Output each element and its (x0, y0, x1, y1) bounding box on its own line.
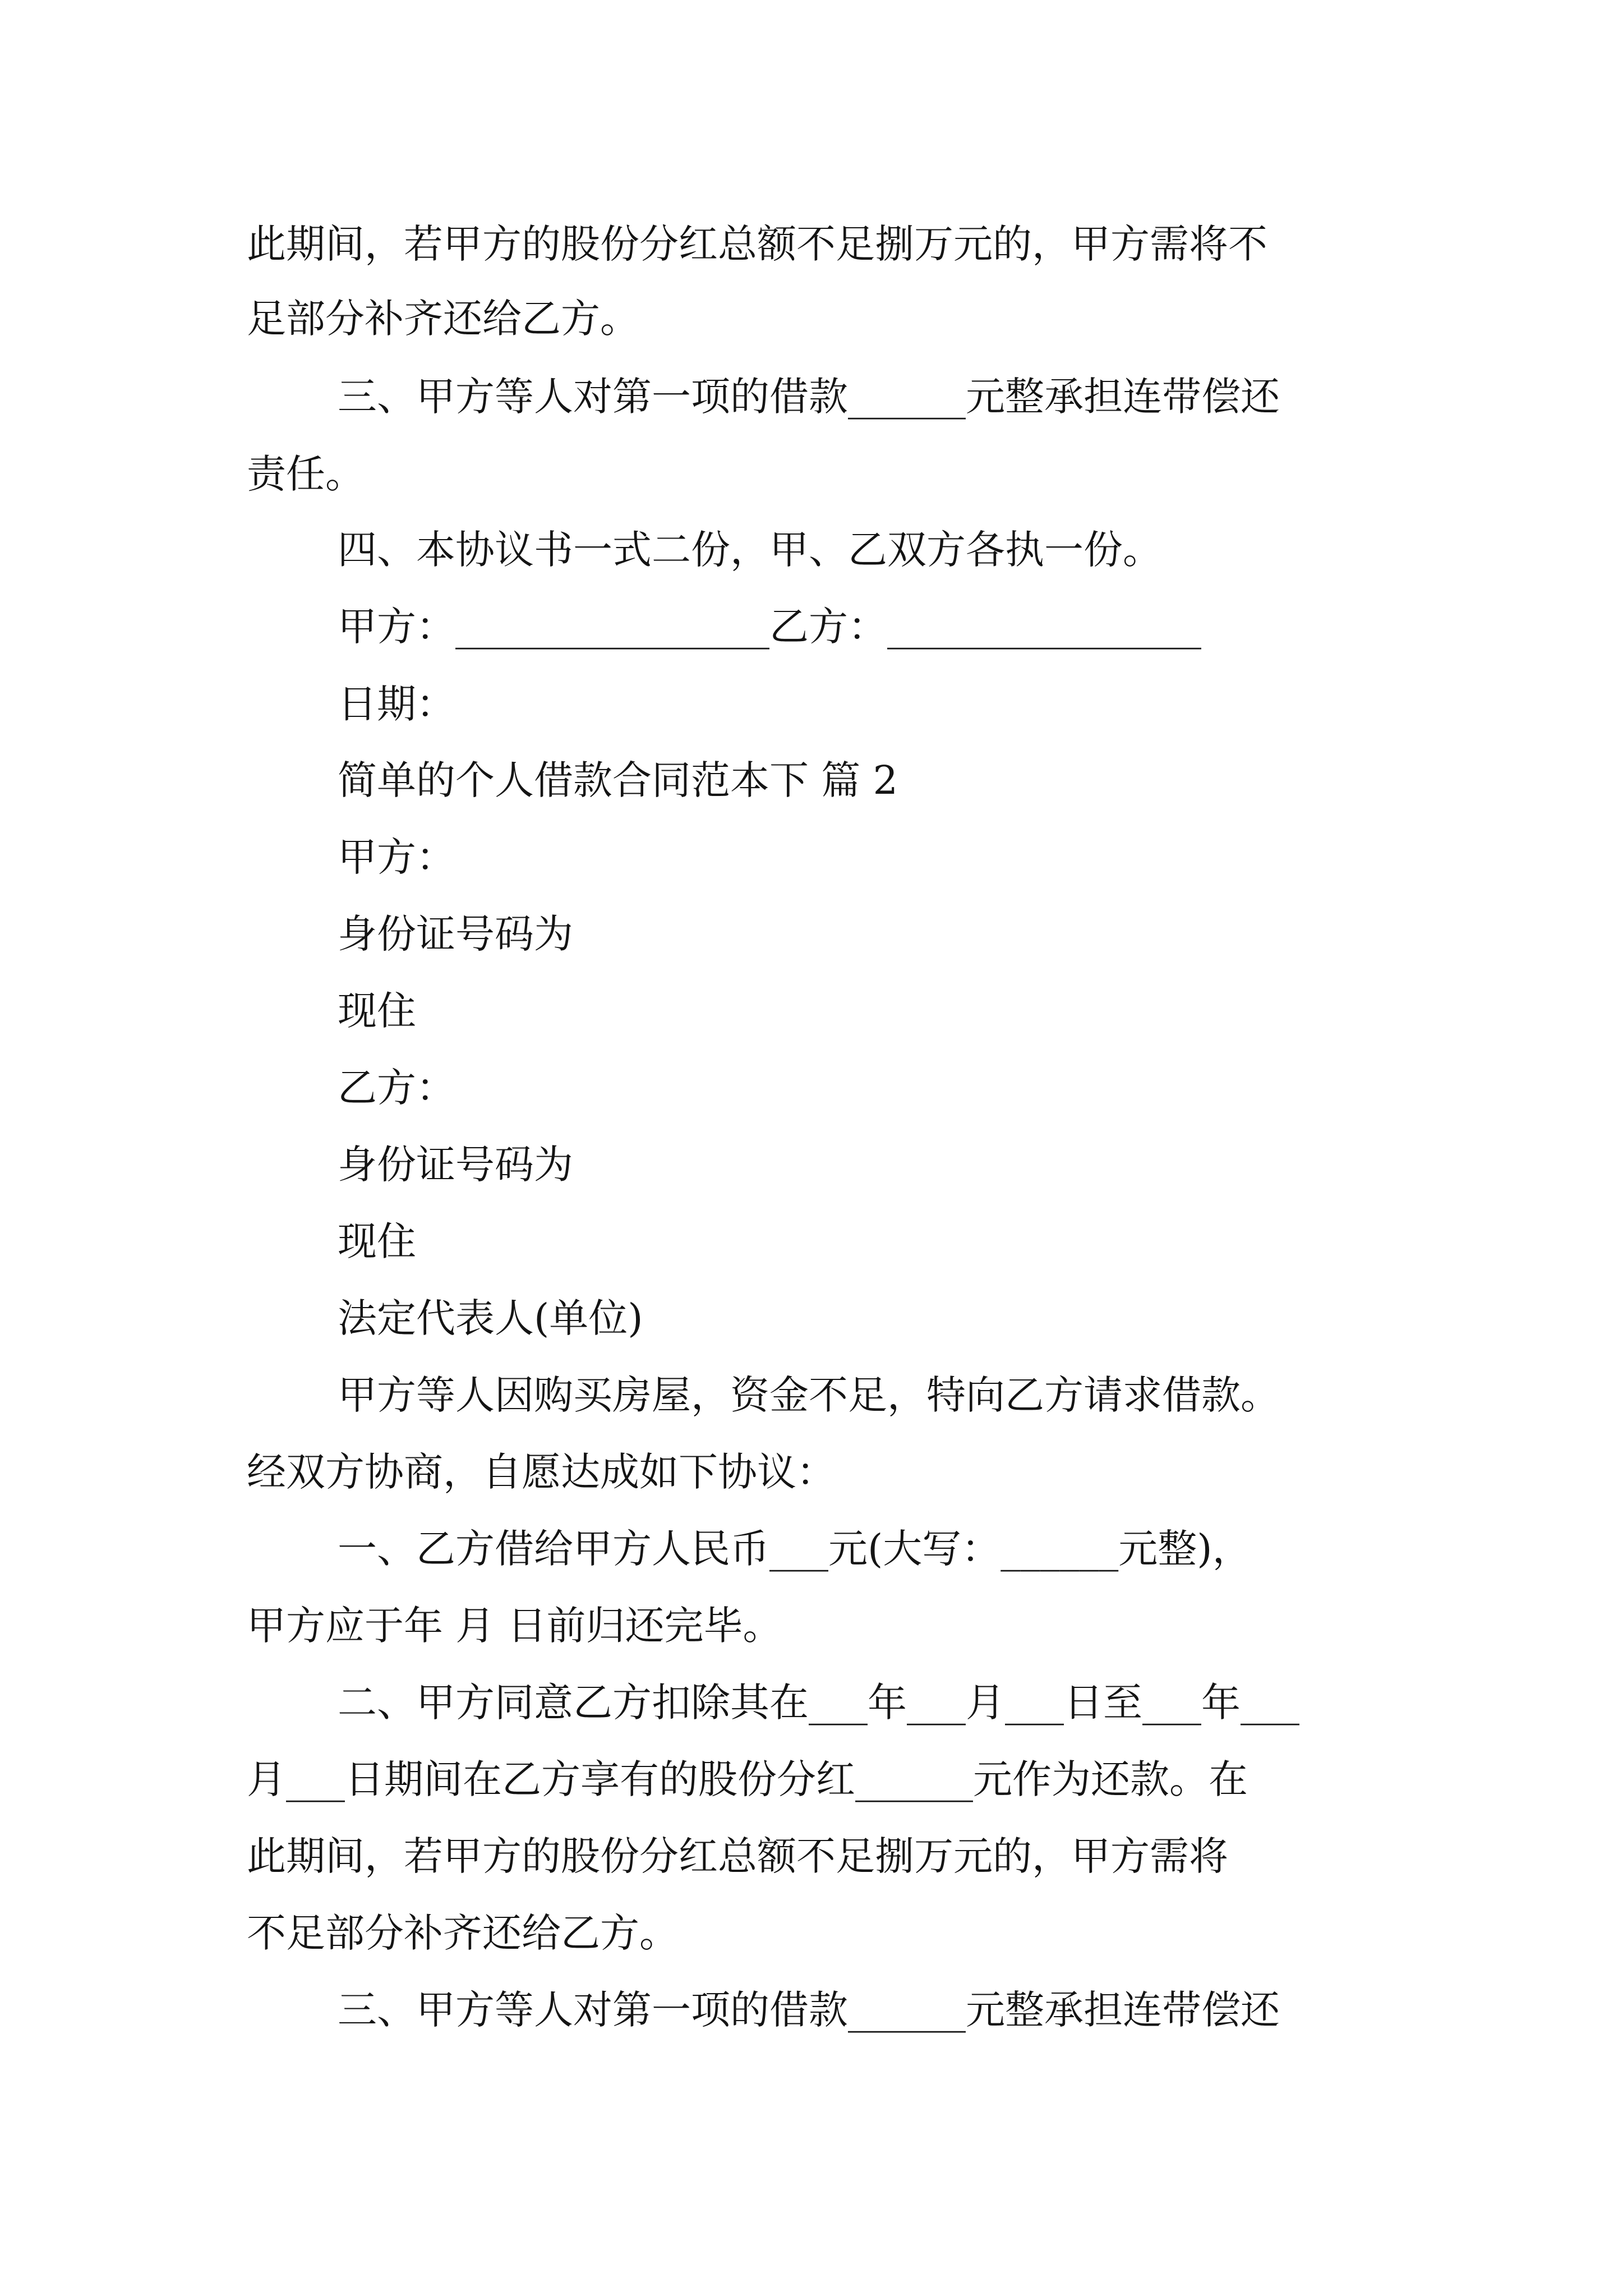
text-line: 三、甲方等人对第一项的借款______元整承担连带偿还 (338, 374, 1280, 420)
text-line: 一、乙方借给甲方人民币___元(大写：______元整)， (338, 1526, 1252, 1572)
party-a-id-label: 身份证号码为 (338, 911, 573, 957)
party-b-label: 乙方： (338, 1065, 455, 1111)
text-line: 四、本协议书一式二份，甲、乙双方各执一份。 (338, 527, 1162, 573)
text-line: 责任。 (247, 451, 365, 497)
text-line: 甲方应于年 月 日前归还完毕。 (247, 1603, 782, 1649)
date-label: 日期： (338, 681, 455, 727)
party-a-address-label: 现住 (338, 988, 416, 1034)
text-line: 二、甲方同意乙方扣除其在___年___月___日至___年___ (338, 1680, 1299, 1726)
text-line: 此期间，若甲方的股份分红总额不足捌万元的，甲方需将不 (247, 221, 1267, 267)
text-line: 甲方等人因购买房屋，资金不足，特向乙方请求借款。 (338, 1372, 1280, 1418)
text-line: 经双方协商，自愿达成如下协议： (247, 1449, 836, 1495)
signature-line: 甲方：________________乙方：________________ (338, 604, 1201, 650)
party-b-address-label: 现住 (338, 1218, 416, 1264)
text-line: 三、甲方等人对第一项的借款______元整承担连带偿还 (338, 1987, 1280, 2033)
party-a-label: 甲方： (338, 834, 455, 880)
text-line: 不足部分补齐还给乙方。 (247, 1910, 679, 1956)
section-heading: 简单的个人借款合同范本下 篇 2 (338, 757, 898, 803)
text-line: 月___日期间在乙方享有的股份分红______元作为还款。在 (247, 1756, 1248, 1802)
text-line: 此期间，若甲方的股份分红总额不足捌万元的，甲方需将 (247, 1833, 1228, 1879)
text-line: 足部分补齐还给乙方。 (247, 296, 639, 342)
party-b-id-label: 身份证号码为 (338, 1142, 573, 1188)
legal-representative-label: 法定代表人(单位) (338, 1295, 643, 1341)
